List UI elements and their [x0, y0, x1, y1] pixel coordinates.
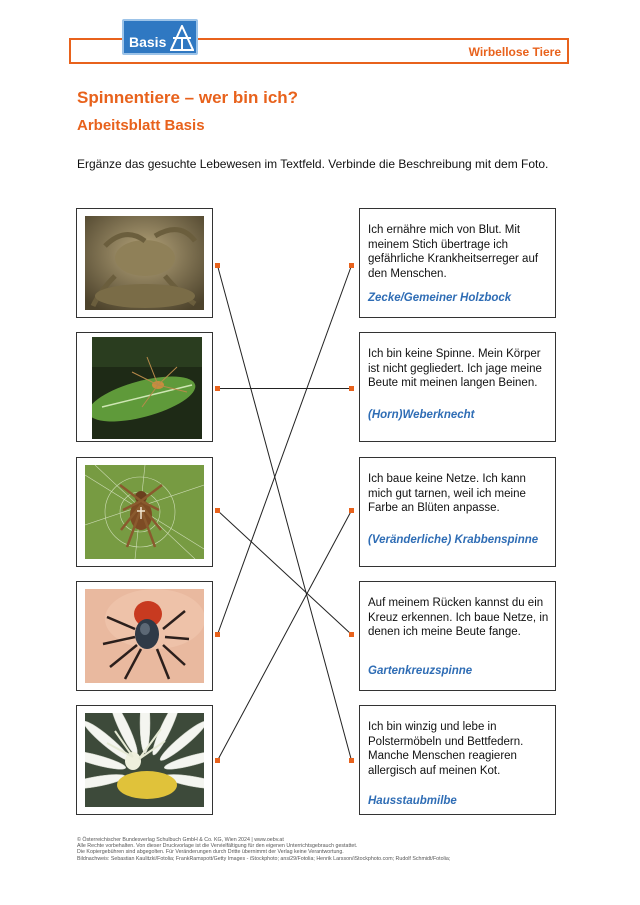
answer-field[interactable]: Zecke/Gemeiner Holzbock — [368, 292, 512, 304]
footer-fees: Die Kopiergebühren sind abgegolten. Für Veränderungen durch Dritte übernimmt der Verlag keine Verantwortung. — [77, 849, 344, 856]
footer-copyright: © Österreichischer Bundesverlag Schulbuch GmbH & Co. KG, Wien 2024 | www.oebv.at — [77, 837, 284, 843]
answer-field[interactable]: Gartenkreuzspinne — [368, 665, 473, 677]
photo-connector-dot-5[interactable] — [215, 758, 220, 763]
description-text: Ich bin winzig und lebe in Polstermöbeln und Bettfedern. Manche Menschen reagieren allergisch auf meinen Kot. — [368, 721, 524, 777]
answer-field[interactable]: (Horn)Weberknecht — [368, 409, 475, 421]
connection-line-3 — [218, 511, 352, 635]
footer-rights: Alle Rechte vorbehalten. Von dieser Druckvorlage ist die Vervielfältigung für den eigenen Unterrichtsgebrauch gestattet. — [77, 843, 358, 850]
description-connector-dot-4[interactable] — [349, 632, 354, 637]
answer-field[interactable]: Hausstaubmilbe — [368, 795, 457, 807]
description-connector-dot-2[interactable] — [349, 386, 354, 391]
photo-connector-dot-2[interactable] — [215, 386, 220, 391]
header-title: Wirbellose Tiere — [468, 45, 561, 59]
description-connector-dot-3[interactable] — [349, 508, 354, 513]
page-subtitle: Arbeitsblatt Basis — [77, 117, 205, 134]
connection-line-5 — [218, 511, 352, 761]
description-text: Auf meinem Rücken kannst du ein Kreuz erkennen. Ich baue Netze, in denen ich meine Beute fange. — [368, 597, 549, 638]
connection-line-1 — [218, 266, 352, 761]
logo-text: Basis — [129, 34, 167, 50]
description-text: Ich ernähre mich von Blut. Mit meinem Stich übertrage ich gefährliche Krankheitserreger auf den Menschen. — [368, 224, 539, 280]
answer-field[interactable]: (Veränderliche) Krabbenspinne — [368, 534, 539, 546]
description-connector-dot-1[interactable] — [349, 263, 354, 268]
description-text: Ich baue keine Netze. Ich kann mich gut tarnen, weil ich meine Farbe an Blüten anpasse. — [368, 473, 526, 514]
footer-credits: Bildnachweis: Sebastian Kaulitzki/Fotolia; FrankRamspott/Getty Images - iStockphoto; ansi29/Fotolia; Henrik Larsson/iStockphoto.com; Rudolf Schmidt/Fotolia; — [77, 855, 451, 862]
description-text: Ich bin keine Spinne. Mein Körper ist nicht gegliedert. Ich jage meine Beute mit meinen langen Beinen. — [368, 348, 542, 389]
photo-connector-dot-1[interactable] — [215, 263, 220, 268]
instruction-text: Ergänze das gesuchte Lebewesen im Textfeld. Verbinde die Beschreibung mit dem Foto. — [77, 157, 549, 171]
photo-connector-dot-4[interactable] — [215, 632, 220, 637]
description-connector-dot-5[interactable] — [349, 758, 354, 763]
connection-line-4 — [218, 266, 352, 635]
photo-connector-dot-3[interactable] — [215, 508, 220, 513]
footer — [77, 837, 577, 862]
page-title: Spinnentiere – wer bin ich? — [77, 88, 299, 107]
